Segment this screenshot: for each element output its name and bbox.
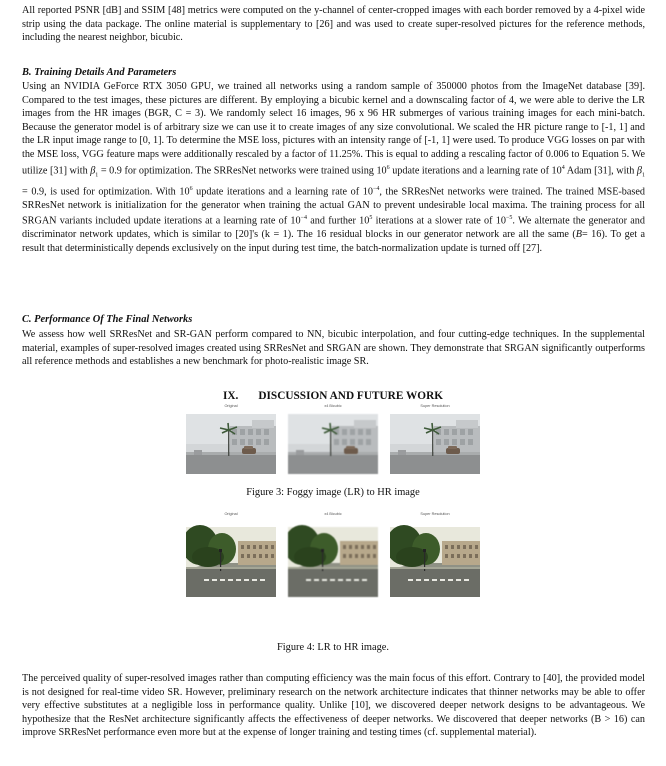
performance-paragraph: We assess how well SRResNet and SR-GAN perform compared to NN, bicubic interpolation, and four cutting-edge techniques. In the supplemental material, examples of super-resolved images created using SRResNet and SRGAN are shown. They demonstrate that SRGAN significantly outperforms all reference methods and establishes a new benchmark for photo-realistic image SR. [22,329,645,368]
figure-3-panel-label: Original [224,404,238,408]
figure-4-panel-label: Super Resolution [420,512,450,516]
section-number: IX. [222,390,239,402]
training-details-heading: B. Training Details And Parameters [22,67,177,78]
section-title [0,390,666,402]
figure-3-caption: Figure 3: Foggy image (LR) to HR image [246,487,420,498]
figure-4 [186,512,482,604]
figure-4-caption: Figure 4: LR to HR image. [277,642,389,653]
figure-4-panel-label: Original [224,512,238,516]
figure-3-panel-label: x4 Bicubic [324,404,342,408]
street-super-resolution-image [390,522,480,602]
intro-paragraph: All reported PSNR [dB] and SSIM [48] metrics were computed on the y-channel of center-cropped images with each border removed by a 4-pixel wide strip using the data package. The online material is supplementary to [26] and was used to create super-resolved pictures for the reference methods, including the nearest neighbor, bicubic. [22,5,645,44]
street-bicubic-image [288,522,378,602]
figure-4-panel-bicubic [288,512,378,602]
discussion-paragraph: The perceived quality of super-resolved images rather than computing efficiency was the main focus of this effort. Contrary to [40], the provided model is not designed for real-time video SR. However, preliminary research on the network architecture indicates that thinner networks may be able to offer very effective substitutes at a negligible loss in performance quality. Unlike [10], we discovered deeper network designs to be advantageous. We hypothesize that the ResNet architecture significantly affects the effectiveness of deeper networks. We discovered that deeper networks (B > 16) can improve SRResNet performance even more but at the expense of longer training and testing times (cf. supplemental material). [22,673,645,739]
foggy-super-resolution-image [390,414,480,474]
figure-3-panel-bicubic [288,404,378,474]
figure-4-panel-super-resolution [390,512,480,602]
figure-3-panel-original [186,404,276,474]
figure-4-panel-label: x4 Bicubic [324,512,342,516]
foggy-original-image [186,414,276,474]
foggy-bicubic-image [288,414,378,474]
section-heading: DISCUSSION AND FUTURE WORK [258,390,444,402]
figure-3 [186,404,482,484]
performance-heading: C. Performance Of The Final Networks [22,314,193,325]
street-original-image [186,522,276,602]
figure-4-panel-original [186,512,276,602]
training-details-paragraph: Using an NVIDIA GeForce RTX 3050 GPU, we trained all networks using a random sample of 350000 photos from the ImageNet database [39]. Compared to the test images, these pictures are different. By employing a bicubic kernel and a downscaling factor of 4, we were able to derive the LR images from the HR images (BGR, C = 3). We randomly select 16 images, 96 x 96 HR submerges of various training images for each mini-batch. Because the generator model is of arbitrary size we can use it to create images of any size convolutional. We scaled the HR picture range to [-1, 1] and the LR input image range to [0, 1]. To determine the MSE loss, pictures with an intensity range of [-1, 1] were used. To produce VGG losses on par with the MSE loss, VGG feature maps were additionally rescaled by a factor of 11.25%. This is equal to adding a rescaling factor of 0.006 to Equation 5. We utilize [31] with $\beta_1 = 0.9$ for optimization. The SRResNet networks were trained using $10^6$ update iterations and a learning rate of $10^4$ Adam [31], with $\beta_1 = 0.9$, is used for optimization. With $10^6$ update iterations and a learning rate of $10^{-4}$, the SRResNet networks were trained. The trained MSE-based SRResNet network is initialization for the generator when training the actual GAN to prevent undesirable local maxima. The training process for all SRGAN variants included update iterations at a learning rate of $10^{-4}$ and further $10^5$ iterations at a slower rate of $10^{-5}$. We alternate the generator and discriminator network updates, which is similar to [20]'s (k = 1). The 16 residual blocks in our generator network are all the same (B= 16). To get a result that deterministically depends exclusively on the input during test time, the batch-normalization update is turned off [27]. [22,81,646,254]
figure-3-panel-super-resolution [390,404,480,474]
figure-3-panel-label: Super Resolution [420,404,450,408]
